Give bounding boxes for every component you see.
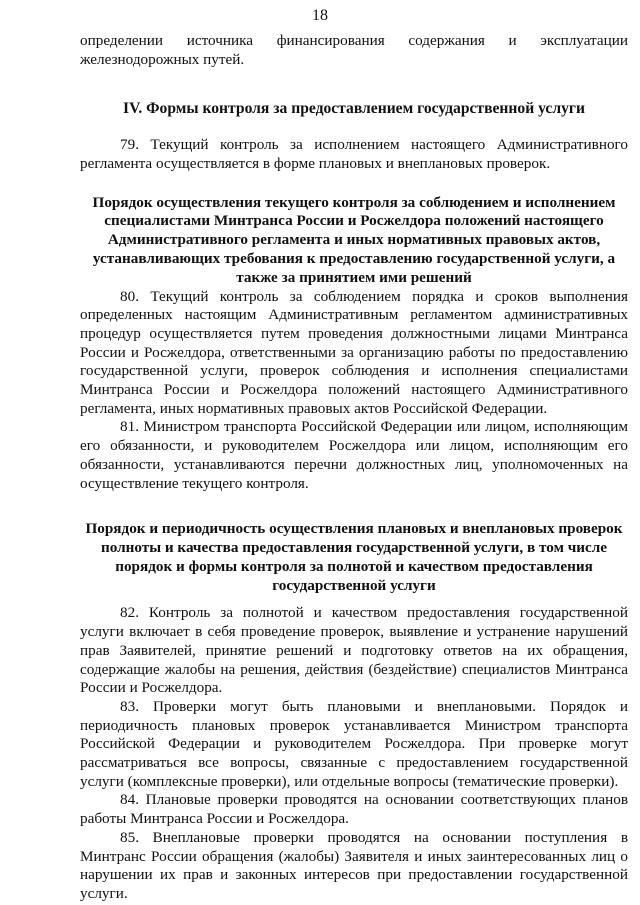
subsection-heading-current-control: Порядок осуществления текущего контроля за соблюдением и исполнением специалистами Минтранса России и Росжелдора положений настоящего Административного регламента и иных нормативных правовых актов, устанавливающих требования к предоставлению государственной услуги, а также за принятием ими решений: [92, 193, 616, 286]
paragraph-84: 84. Плановые проверки проводятся на основании соответствующих планов работы Минтранса России и Росжелдора.: [80, 791, 628, 828]
page-number: 18: [312, 7, 328, 24]
intro-paragraph: определении источника финансирования содержания и эксплуатации железнодорожных путей.: [80, 32, 628, 68]
page-content: [80, 32, 628, 904]
subsection-heading-inspections: Порядок и периодичность осуществления плановых и внеплановых проверок полноты и качества предоставления государственной услуги, в том числе порядок и формы контроля за полнотой и качеством предоставления государственной услуги: [85, 520, 623, 594]
paragraph-80: 80. Текущий контроль за соблюдением порядка и сроков выполнения определенных настоящим Административным регламентом административных процедур осуществляется путем проведения должностными лицами Минтранса России и Росжелдора, ответственными за организацию работы по предоставлению государственной услуги, проверок соблюдения и исполнения специалистами Минтранса России и Росжелдора положений настоящего Административного регламента, иных нормативных правовых актов Российской Федерации.: [80, 287, 628, 417]
section-title: IV. Формы контроля за предоставлением государственной услуги: [123, 100, 585, 118]
paragraph-82: 82. Контроль за полнотой и качеством предоставления государственной услуги включает в себя проведение проверок, выявление и устранение нарушений прав Заявителей, принятие решений и подготовку ответов на их обращения, содержащие жалобы на решения, действия (бездействие) специалистов Минтранса России и Росжелдора.: [80, 604, 628, 697]
paragraph-79: 79. Текущий контроль за исполнением настоящего Административного регламента осуществляется в форме плановых и внеплановых проверок.: [80, 136, 628, 172]
paragraph-83: 83. Проверки могут быть плановыми и внеплановыми. Порядок и периодичность плановых проверок устанавливается Министром транспорта Российской Федерации и руководителем Росжелдора. При проверке могут рассматриваться все вопросы, связанные с предоставлением государственной услуги (комплексные проверки), или отдельные вопросы (тематические проверки).: [80, 697, 628, 790]
paragraph-85: 85. Внеплановые проверки проводятся на основании поступления в Минтранс России обращения (жалобы) Заявителя и иных заинтересованных лиц о нарушении их прав и законных интересов при предоставлении государственной услуги.: [80, 828, 628, 902]
paragraph-81: 81. Министром транспорта Российской Федерации или лицом, исполняющим его обязанности, и руководителем Росжелдора или лицом, исполняющим его обязанности, устанавливаются перечни должностных лиц, уполномоченных на осуществление текущего контроля.: [80, 418, 628, 492]
